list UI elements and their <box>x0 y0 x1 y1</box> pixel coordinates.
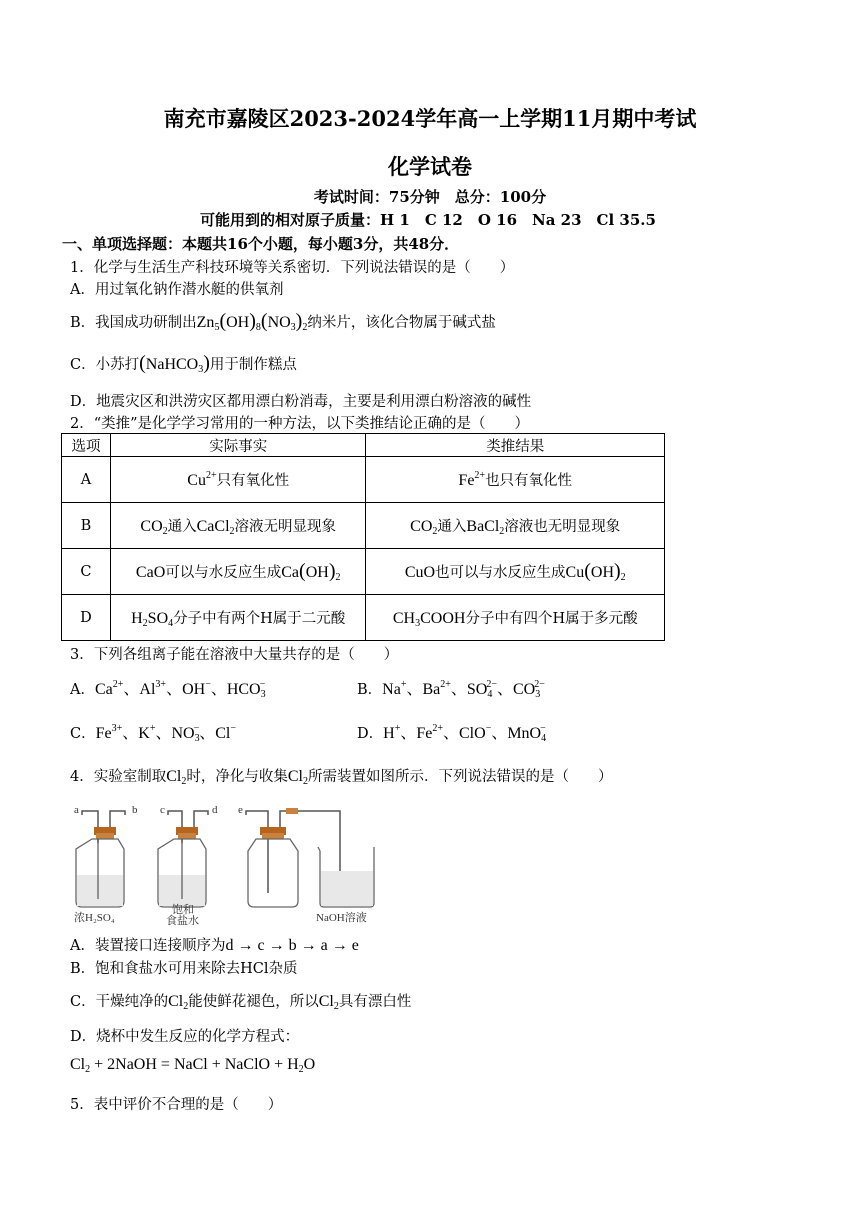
svg-text:浓H₂SO₄: 浓H₂SO₄ <box>74 912 115 924</box>
q2-header-option: 选项 <box>62 434 111 457</box>
q1-option-a: A．用过氧化钠作潜水艇的供氧剂 <box>70 282 284 298</box>
washing-bottle <box>158 804 218 925</box>
svg-text:食盐水: 食盐水 <box>166 915 199 925</box>
q4-option-b: B．饱和食盐水可用来除去HCl杂质 <box>70 961 298 977</box>
atomic-masses: 可能用到的相对原子质量：H 1 C 12 O 16 Na 23 Cl 35.5 <box>200 211 656 229</box>
exam-info: 考试时间：75分钟 总分：100分 <box>313 188 547 206</box>
svg-text:a: a <box>74 804 79 816</box>
q5-stem: 5．表中评价不合理的是（ ） <box>70 1097 283 1113</box>
table-row: A $Cu^{2+}$只有氧化性 $Fe^{2+}$也只有氧化性 <box>62 457 665 503</box>
q1-option-d: D．地震灾区和洪涝灾区都用漂白粉消毒，主要是利用漂白粉溶液的碱性 <box>70 394 532 410</box>
naoh-beaker <box>316 847 374 924</box>
q2-stem: 2．“类推”是化学学习常用的一种方法，以下类推结论正确的是（ ） <box>70 416 530 432</box>
q3-option-b: B．Na+、$Ba^{2+}$、$SO_4^{2-}$、$CO_3^{2-}$ <box>357 679 545 700</box>
svg-text:NaOH溶液: NaOH溶液 <box>316 912 367 924</box>
q4-option-a: A．装置接口连接顺序为d → c → b → a → e <box>70 937 359 954</box>
q3-option-d: D．H+、$Fe^{2+}$、ClO−、MnO$_4$− <box>357 723 547 744</box>
q4-option-c: C．干燥纯净的$Cl_2$能使鲜花褪色，所以$Cl_2$具有漂白性 <box>70 993 412 1012</box>
q3-stem: 3．下列各组离子能在溶液中大量共存的是（ ） <box>70 647 399 663</box>
q2-table <box>61 433 665 641</box>
q2-header-result: 类推结果 <box>366 434 665 457</box>
formula-zn-compound: $Zn_5(OH)_8(NO_3)_2$ <box>196 310 308 333</box>
q3-option-c: C．$Fe^{3+}$、K+、$NO_3^-$、Cl− <box>70 723 236 744</box>
q4-equation: $Cl_2$ + 2NaOH = NaCl + NaClO + $H_2O$ <box>70 1056 316 1075</box>
q1-option-b: B．我国成功研制出$Zn_5(OH)_8(NO_3)_2$纳米片，该化合物属于碱式盐 <box>70 310 496 333</box>
q4-option-d: D．烧杯中发生反应的化学方程式： <box>70 1029 300 1045</box>
table-row: C CaO可以与水反应生成$Ca(OH)_2$ CuO也可以与水反应生成$Cu(OH)_2$ <box>62 549 665 595</box>
q3-option-a: A．$Ca^{2+}$、$Al^{3+}$、OH−、$HCO_3^-$ <box>70 679 266 700</box>
svg-text:b: b <box>132 804 138 816</box>
table-row: B $CO_2$通入CaCl$_2$溶液无明显现象 $CO_2$通入BaCl$_2$溶液也无明显现象 <box>62 503 665 549</box>
apparatus-figure <box>70 803 390 925</box>
svg-text:c: c <box>160 804 165 816</box>
svg-text:e: e <box>238 804 243 816</box>
q1-stem: 1．化学与生活生产科技环境等关系密切．下列说法错误的是（ ） <box>70 260 515 276</box>
drying-bottle <box>74 804 138 924</box>
page-subtitle: 化学试卷 <box>388 154 472 179</box>
q4-stem: 4．实验室制取$Cl_2$时，净化与收集$Cl_2$所需装置如图所示．下列说法错误的是（ ） <box>70 768 613 787</box>
page-title: 南充市嘉陵区2023-2024学年高一上学期11月期中考试 <box>163 106 697 131</box>
section-heading: 一、单项选择题：本题共16个小题，每小题3分，共48分． <box>62 235 460 253</box>
q1-option-c: C．小苏打(NaHCO$_3$)用于制作糕点 <box>70 352 297 375</box>
q2-header-fact: 实际事实 <box>110 434 366 457</box>
table-row: D $H_2SO_4$分子中有两个H属于二元酸 $CH_3COOH$分子中有四个H属于多元酸 <box>62 595 665 641</box>
svg-text:饱和: 饱和 <box>172 904 194 916</box>
svg-text:d: d <box>212 804 218 816</box>
